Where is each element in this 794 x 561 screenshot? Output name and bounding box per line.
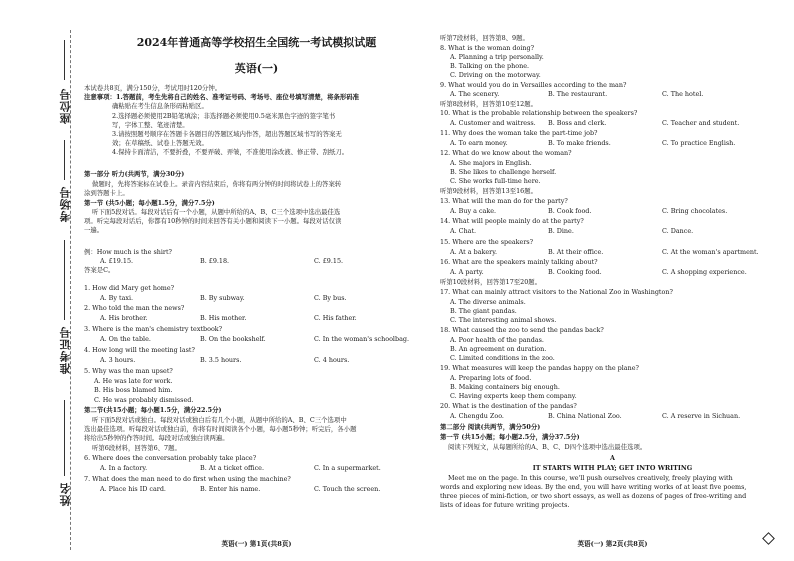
- question-5: 5. Why was the man upset?: [84, 367, 173, 375]
- option-b[interactable]: B. On the bookshelf.: [200, 335, 266, 343]
- option-b[interactable]: B. To make friends.: [548, 139, 611, 147]
- example-question: 例：How much is the shirt?: [84, 248, 172, 256]
- question-4: 4. How long will the meeting last?: [84, 346, 195, 354]
- admission-number-label: 准考证号: [59, 326, 72, 374]
- question-13: 13. What will the man do for the party?: [440, 197, 568, 205]
- option-c[interactable]: C. Driving on the motorway.: [450, 71, 541, 79]
- option-a[interactable]: A. On the table.: [100, 335, 151, 343]
- option-c[interactable]: C. He was probably dismissed.: [94, 396, 194, 404]
- option-c[interactable]: C. Dance.: [662, 227, 694, 235]
- question-15: 15. Where are the speakers?: [440, 238, 534, 246]
- option-b[interactable]: B. The giant pandas.: [450, 307, 517, 315]
- option-b[interactable]: B. At a ticket office.: [200, 464, 264, 472]
- option-a[interactable]: A. Planning a trip personally.: [450, 53, 544, 61]
- option-b[interactable]: B. Enter his name.: [200, 485, 261, 493]
- instruction-line: 选出最佳选项。听每段对话或独白前，你将有时间阅读各个小题，每小题5秒钟；听完后，各小题: [84, 425, 357, 433]
- part-heading: 第一部分 听力(共两节，满分30分): [84, 170, 185, 178]
- option-a[interactable]: A. A party.: [450, 268, 484, 276]
- name-field[interactable]: [64, 400, 65, 476]
- option-b[interactable]: B. Making containers big enough.: [450, 383, 560, 391]
- material-note: 听第8段材料，回答第10至12题。: [440, 100, 538, 108]
- exam-title: 2024年普通高等学校招生全国统一考试模拟试题: [136, 36, 377, 49]
- option-c[interactable]: C. £9.15.: [314, 257, 344, 265]
- instruction-line: 做题时，先将答案标在试卷上。录音内容结束后，你将有两分钟的时间将试卷上的答案转: [92, 180, 342, 188]
- option-b[interactable]: B. China National Zoo.: [548, 412, 622, 420]
- notice-line: 注意事项：1.答题前，考生先将自己的姓名、准考证号码、考场号、座位号填写清楚，将条形码准: [84, 93, 360, 101]
- seat-number-field[interactable]: [64, 40, 65, 80]
- option-c[interactable]: C. Having experts keep them company.: [450, 392, 577, 400]
- option-c[interactable]: C. Bring chocolates.: [662, 207, 728, 215]
- question-12: 12. What do we know about the woman?: [440, 149, 572, 157]
- question-6: 6. Where does the conversation probably take place?: [84, 454, 257, 462]
- passage-title: IT STARTS WITH PLAY; GET INTO WRITING: [532, 464, 693, 472]
- question-1: 1. How did Mary get home?: [84, 284, 175, 292]
- instruction-line: 听下面5段对话。每段对话后有一个小题，从题中所给的A、B、C三个选项中选出最佳选: [92, 208, 341, 216]
- option-a[interactable]: A. The scenery.: [450, 90, 500, 98]
- question-16: 16. What are the speakers mainly talking about?: [440, 258, 598, 266]
- instruction-line: 听下面5段对话或独白。每段对话或独白后有几个小题，从题中所给的A、B、C三个选项中: [92, 416, 347, 424]
- option-a[interactable]: A. She majors in English.: [450, 159, 532, 167]
- instruction-line: 阅读下列短文，从每题所给的A、B、C、D四个选项中选出最佳选项。: [448, 443, 647, 451]
- question-7: 7. What does the man need to do first when using the machine?: [84, 475, 291, 483]
- material-note: 听第10段材料，回答第17至20题。: [440, 278, 542, 286]
- option-b[interactable]: B. By subway.: [200, 294, 245, 302]
- option-b[interactable]: B. At their office.: [548, 248, 604, 256]
- option-a[interactable]: A. Customer and waitress.: [450, 119, 536, 127]
- question-2: 2. Who told the man the news?: [84, 304, 185, 312]
- part-heading: 第二部分 阅读(共两节，满分50分): [440, 423, 541, 431]
- question-3: 3. Where is the man's chemistry textbook?: [84, 325, 223, 333]
- option-b[interactable]: B. Cooking food.: [548, 268, 602, 276]
- passage-line: lists of ideas for future writing projects.: [440, 501, 570, 509]
- option-b[interactable]: B. She likes to challenge herself.: [450, 168, 557, 176]
- question-10: 10. What is the probable relationship between the speakers?: [440, 109, 638, 117]
- question-19: 19. What measures will keep the pandas happy on the plane?: [440, 364, 639, 372]
- option-c[interactable]: C. Touch the screen.: [314, 485, 381, 493]
- option-a[interactable]: A. Chat.: [450, 227, 477, 235]
- instruction-line: 项。听完每段对话后，你都有10秒钟的时间来回答有关小题和阅读下一小题。每段对话仅读: [84, 217, 342, 225]
- section-heading: 第一节 (共15小题；每小题2.5分，满分37.5分): [440, 433, 580, 441]
- notice-line: 写，字体工整、笔迹清楚。: [112, 121, 189, 129]
- option-b[interactable]: B. Talking on the phone.: [450, 62, 530, 70]
- option-a[interactable]: A. 3 hours.: [100, 356, 136, 364]
- option-b[interactable]: B. The restaurant.: [548, 90, 608, 98]
- option-a[interactable]: A. Chengdu Zoo.: [450, 412, 504, 420]
- option-b[interactable]: B. An agreement on duration.: [450, 345, 547, 353]
- option-c[interactable]: C. A reserve in Sichuan.: [662, 412, 741, 420]
- option-a[interactable]: A. By taxi.: [100, 294, 134, 302]
- passage-line: words and exploring new ideas. By the end, you will have writing works of at least five poems,: [440, 483, 747, 491]
- option-c[interactable]: C. The hotel.: [662, 90, 704, 98]
- option-a[interactable]: A. He was late for work.: [94, 377, 173, 385]
- admission-number-field[interactable]: [64, 240, 65, 320]
- notice-line: 2.选择题必须使用2B铅笔填涂；非选择题必须使用0.5毫米黑色字迹的签字笔书: [112, 112, 336, 120]
- option-c[interactable]: C. At the woman's apartment.: [662, 248, 759, 256]
- option-c[interactable]: C. The interesting animal shows.: [450, 316, 557, 324]
- option-a[interactable]: A. The diverse animals.: [450, 298, 526, 306]
- option-a[interactable]: A. Poor health of the pandas.: [450, 336, 544, 344]
- option-c[interactable]: C. In a supermarket.: [314, 464, 381, 472]
- binding-margin: [0, 0, 78, 561]
- question-11: 11. Why does the woman take the part-time job?: [440, 129, 598, 137]
- notice-line: 4.保持卡面清洁，不要折叠，不要弄破、弄皱，不准使用涂改液、修正带、刮纸刀。: [112, 148, 349, 156]
- option-b[interactable]: B. His mother.: [200, 314, 247, 322]
- option-a[interactable]: A. His brother.: [100, 314, 148, 322]
- option-c[interactable]: C. In the woman's schoolbag.: [314, 335, 410, 343]
- option-a[interactable]: A. Preparing lots of food.: [450, 374, 532, 382]
- section-heading: 第二节(共15小题；每小题1.5分，满分22.5分): [84, 406, 222, 414]
- option-c[interactable]: C. She works full-time here.: [450, 177, 541, 185]
- option-c[interactable]: C. By bus.: [314, 294, 347, 302]
- option-c[interactable]: C. To practice English.: [662, 139, 736, 147]
- option-c[interactable]: C. Teacher and student.: [662, 119, 740, 127]
- material-note: 听第7段材料，回答第8、9题。: [440, 34, 529, 42]
- material-note: 听第9段材料，回答第13至16题。: [440, 187, 538, 195]
- option-a[interactable]: A. At a bakery.: [450, 248, 498, 256]
- option-c[interactable]: C. Limited conditions in the zoo.: [450, 354, 555, 362]
- option-b[interactable]: B. Dine.: [548, 227, 574, 235]
- option-c[interactable]: C. His father.: [314, 314, 357, 322]
- intro-line: 本试卷共8页，满分150分，考试用时120分钟。: [84, 84, 222, 92]
- notice-line: 效；在草稿纸、试卷上答题无效。: [112, 139, 208, 147]
- passage-line: Meet me on the page. In this course, we'll push ourselves creatively, freely playing with: [448, 474, 733, 482]
- question-20: 20. What is the destination of the pandas?: [440, 402, 577, 410]
- section-heading: 第一节 (共5小题；每小题1.5分，满分7.5分): [84, 199, 215, 207]
- example-answer: 答案是C。: [84, 266, 115, 274]
- page-footer: 英语(一) 第1页(共8页): [221, 540, 292, 548]
- option-a[interactable]: A. To earn money.: [450, 139, 508, 147]
- passage-line: three pieces of mini-fiction, or two short essays, as well as dozens of pages of free-writing and: [440, 492, 747, 500]
- instruction-line: 一遍。: [84, 226, 104, 234]
- instruction-line: 涂到答题卡上。: [84, 189, 129, 197]
- option-b[interactable]: B. His boss blamed him.: [94, 386, 173, 394]
- option-a[interactable]: A. Place his ID card.: [100, 485, 166, 493]
- seat-number-label: 座位号: [59, 88, 72, 124]
- option-b[interactable]: B. Cook food.: [548, 207, 592, 215]
- passage-letter: A: [610, 454, 615, 462]
- question-17: 17. What can mainly attract visitors to the National Zoo in Washington?: [440, 288, 673, 296]
- notice-line: 3.请按照题号顺序在答题卡各题目的答题区域内作答，超出答题区域书写的答案无: [112, 130, 342, 138]
- notice-line: 确粘贴在考生信息条形码粘贴区。: [112, 102, 208, 110]
- page-footer: 英语(一) 第2页(共8页): [577, 540, 648, 548]
- option-b[interactable]: B. 3.5 hours.: [200, 356, 242, 364]
- option-c[interactable]: C. 4 hours.: [314, 356, 350, 364]
- option-a[interactable]: A. £19.15.: [100, 257, 134, 265]
- question-8: 8. What is the woman doing?: [440, 44, 535, 52]
- exam-subtitle: 英语(一): [234, 62, 279, 75]
- option-a[interactable]: A. Buy a cake.: [450, 207, 497, 215]
- option-b[interactable]: B. £9.18.: [200, 257, 230, 265]
- material-note: 听第6段材料，回答第6、7题。: [92, 444, 181, 452]
- question-14: 14. What will people mainly do at the party?: [440, 217, 584, 225]
- option-a[interactable]: A. In a factory.: [100, 464, 148, 472]
- name-label: 姓名: [59, 482, 72, 506]
- exam-room-label: 考场号: [59, 186, 72, 222]
- question-18: 18. What caused the zoo to send the pandas back?: [440, 326, 604, 334]
- exam-room-field[interactable]: [64, 140, 65, 180]
- question-9: 9. What would you do in Versailles according to the man?: [440, 81, 627, 89]
- option-b[interactable]: B. Boss and clerk.: [548, 119, 607, 127]
- option-c[interactable]: C. A shopping experience.: [662, 268, 747, 276]
- instruction-line: 将给出5秒钟的作答时间。每段对话或独白读两遍。: [84, 434, 229, 442]
